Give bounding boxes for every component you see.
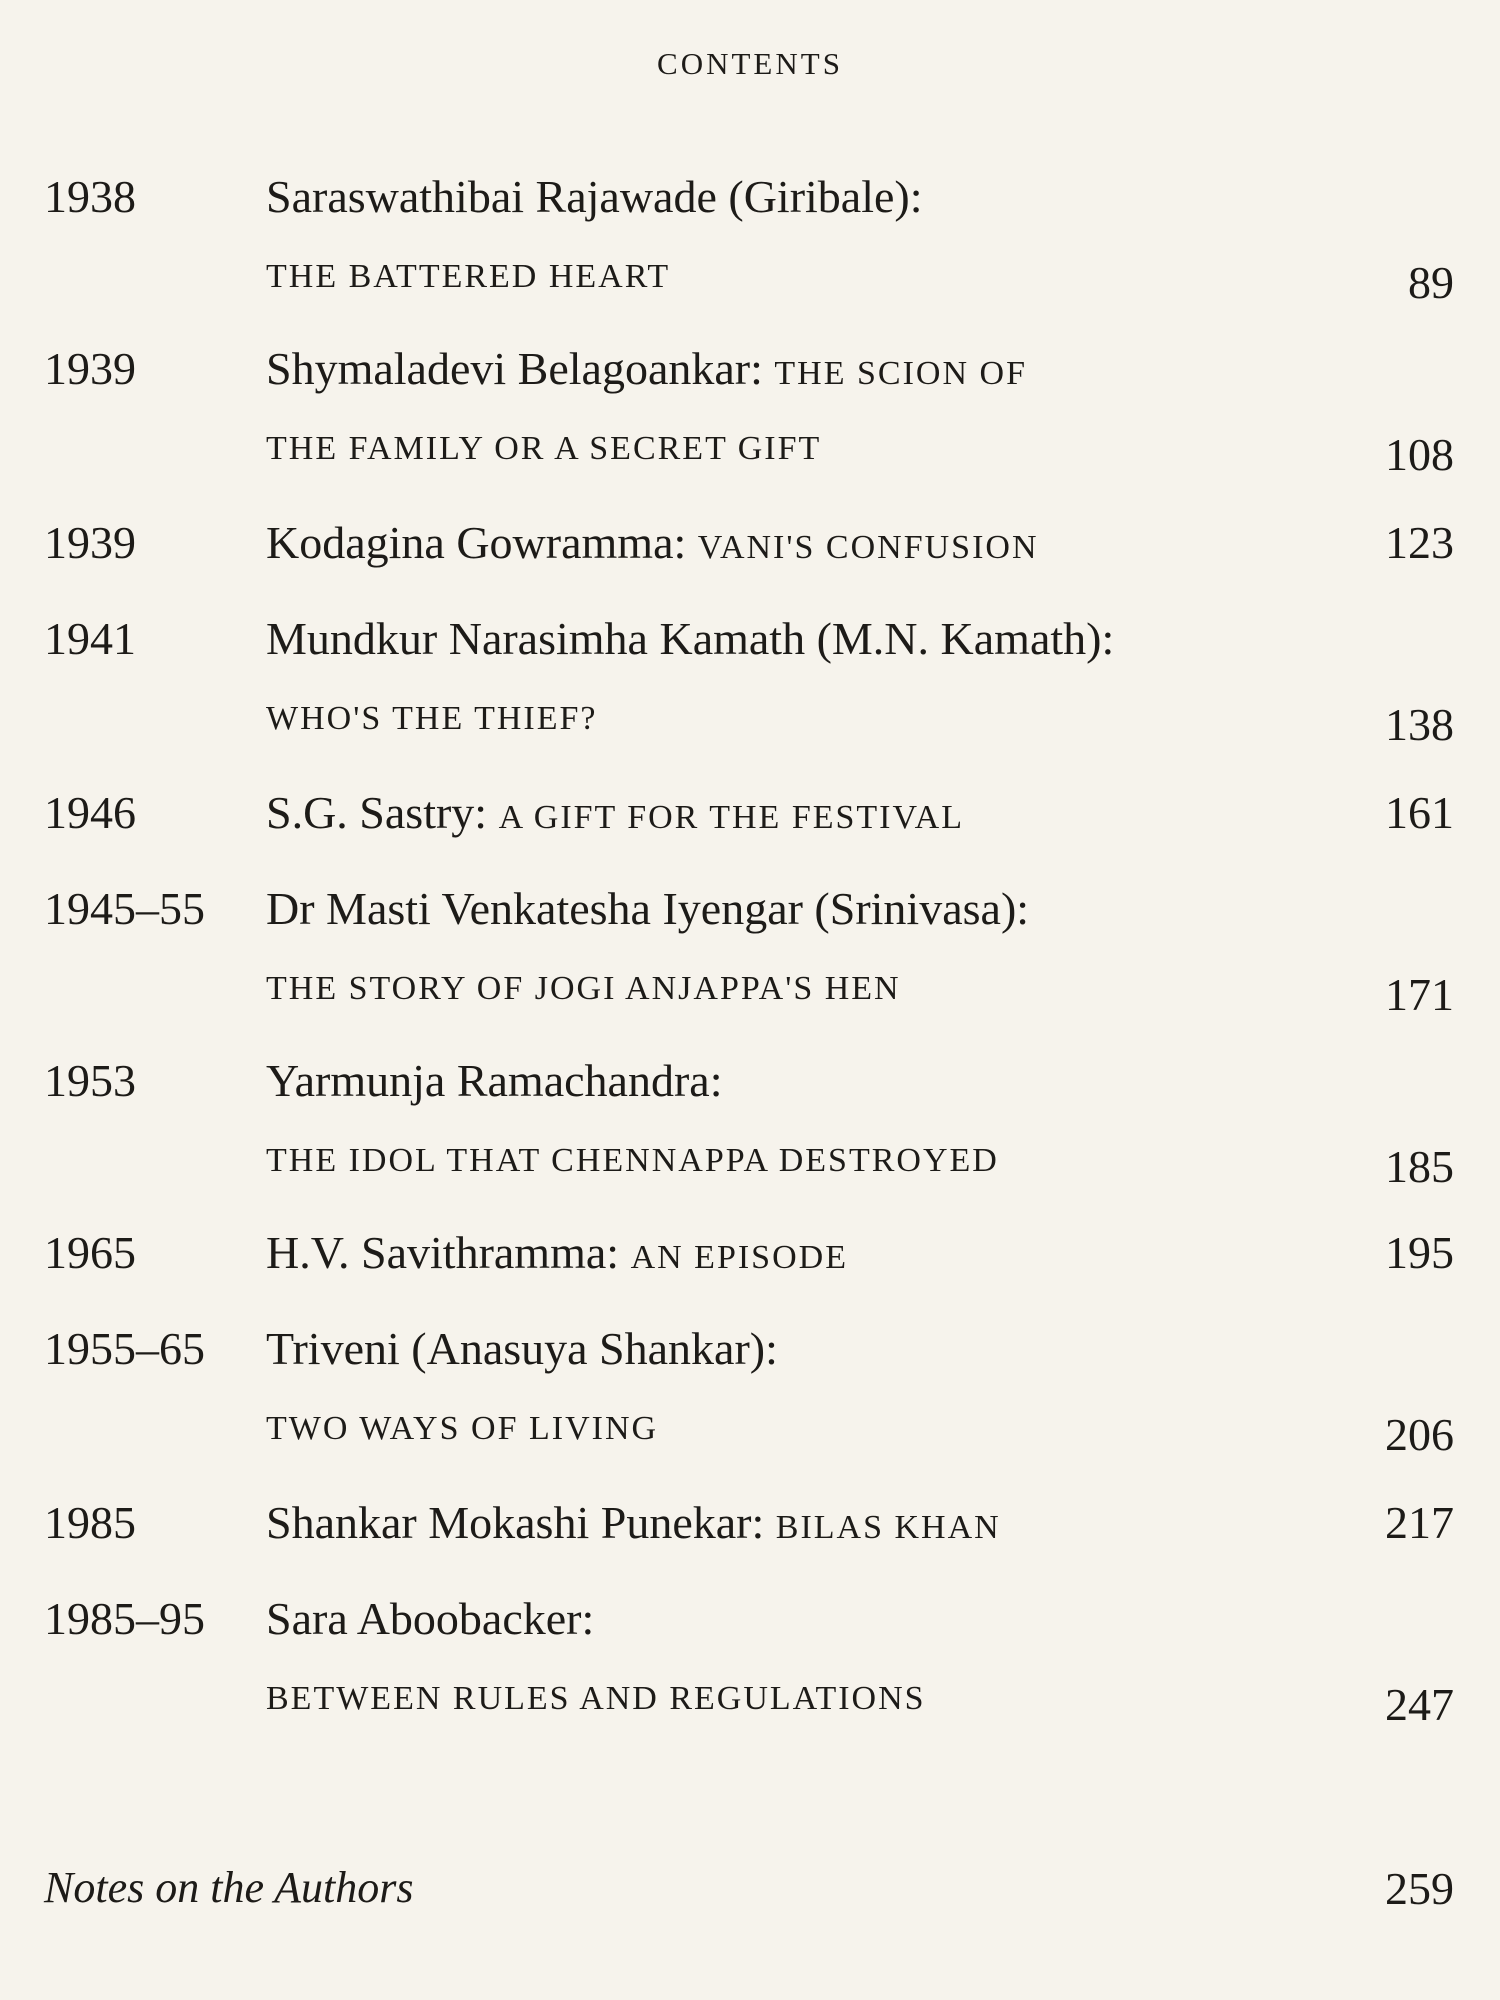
- entry-author-line: [266, 517, 1039, 568]
- entry-year: 1945–55: [44, 883, 205, 934]
- entry-year: 1953: [44, 1055, 136, 1106]
- entry-author: H.V. Savithramma:: [266, 1227, 620, 1278]
- entry-author: S.G. Sastry:: [266, 787, 488, 838]
- entry-story-title: THE IDOL THAT CHENNAPPA DESTROYED: [266, 1142, 999, 1179]
- entry-story-title-inline: THE SCION OF: [774, 355, 1027, 392]
- entry-story-title-inline: BILAS KHAN: [775, 1509, 1001, 1546]
- entry-page-number: 217: [1385, 1497, 1454, 1548]
- entry-story-title: BETWEEN RULES AND REGULATIONS: [266, 1680, 926, 1717]
- contents-heading: CONTENTS: [657, 46, 843, 81]
- entry-author: Sara Aboobacker:: [266, 1593, 595, 1644]
- entry-year: 1955–65: [44, 1323, 205, 1374]
- entry-author: Dr Masti Venkatesha Iyengar (Srinivasa):: [266, 883, 1030, 934]
- entry-page-number: 195: [1385, 1227, 1454, 1278]
- entry-story-title: TWO WAYS OF LIVING: [266, 1410, 659, 1447]
- entry-year: 1985–95: [44, 1593, 205, 1644]
- entry-page-number: 171: [1385, 969, 1454, 1020]
- entry-year: 1939: [44, 517, 136, 568]
- entry-page-number: 108: [1385, 429, 1454, 480]
- entry-author: Saraswathibai Rajawade (Giribale):: [266, 171, 923, 222]
- entry-author: Shankar Mokashi Punekar:: [266, 1497, 765, 1548]
- entry-story-title: THE BATTERED HEART: [266, 258, 671, 295]
- entry-author: Triveni (Anasuya Shankar):: [266, 1323, 778, 1374]
- notes-entry: [44, 1863, 1454, 1926]
- entry-author-line: [266, 343, 1027, 394]
- entry-page-number: 247: [1385, 1679, 1454, 1730]
- entry-page-number: 206: [1385, 1409, 1454, 1460]
- entry-page-number: 138: [1385, 699, 1454, 750]
- entry-page-number: 185: [1385, 1141, 1454, 1192]
- entry-year: 1938: [44, 171, 136, 222]
- notes-title: Notes on the Authors: [44, 1863, 414, 1912]
- entry-page-number: 89: [1408, 257, 1454, 308]
- entry-author-line: [266, 1497, 1001, 1548]
- entry-year: 1941: [44, 613, 136, 664]
- entry-year: 1946: [44, 787, 136, 838]
- entry-story-title-inline: A GIFT FOR THE FESTIVAL: [498, 799, 964, 836]
- entry-story-title: THE FAMILY OR A SECRET GIFT: [266, 430, 822, 467]
- entry-year: 1985: [44, 1497, 136, 1548]
- entry-story-title: WHO'S THE THIEF?: [266, 700, 598, 737]
- entry-author-line: [266, 787, 964, 838]
- entry-story-title-inline: VANI'S CONFUSION: [697, 529, 1039, 566]
- entry-story-title: THE STORY OF JOGI ANJAPPA'S HEN: [266, 970, 901, 1007]
- entry-year: 1965: [44, 1227, 136, 1278]
- entry-author: Kodagina Gowramma:: [266, 517, 687, 568]
- entry-author: Yarmunja Ramachandra:: [266, 1055, 723, 1106]
- entry-page-number: 161: [1385, 787, 1454, 838]
- entry-year: 1939: [44, 343, 136, 394]
- entry-author: Mundkur Narasimha Kamath (M.N. Kamath):: [266, 613, 1115, 664]
- entry-story-title-inline: AN EPISODE: [630, 1239, 848, 1276]
- entry-author-line: [266, 1227, 848, 1278]
- entry-author: Shymaladevi Belagoankar:: [266, 343, 763, 394]
- notes-page-number: 259: [1385, 1863, 1454, 1914]
- entry-page-number: 123: [1385, 517, 1454, 568]
